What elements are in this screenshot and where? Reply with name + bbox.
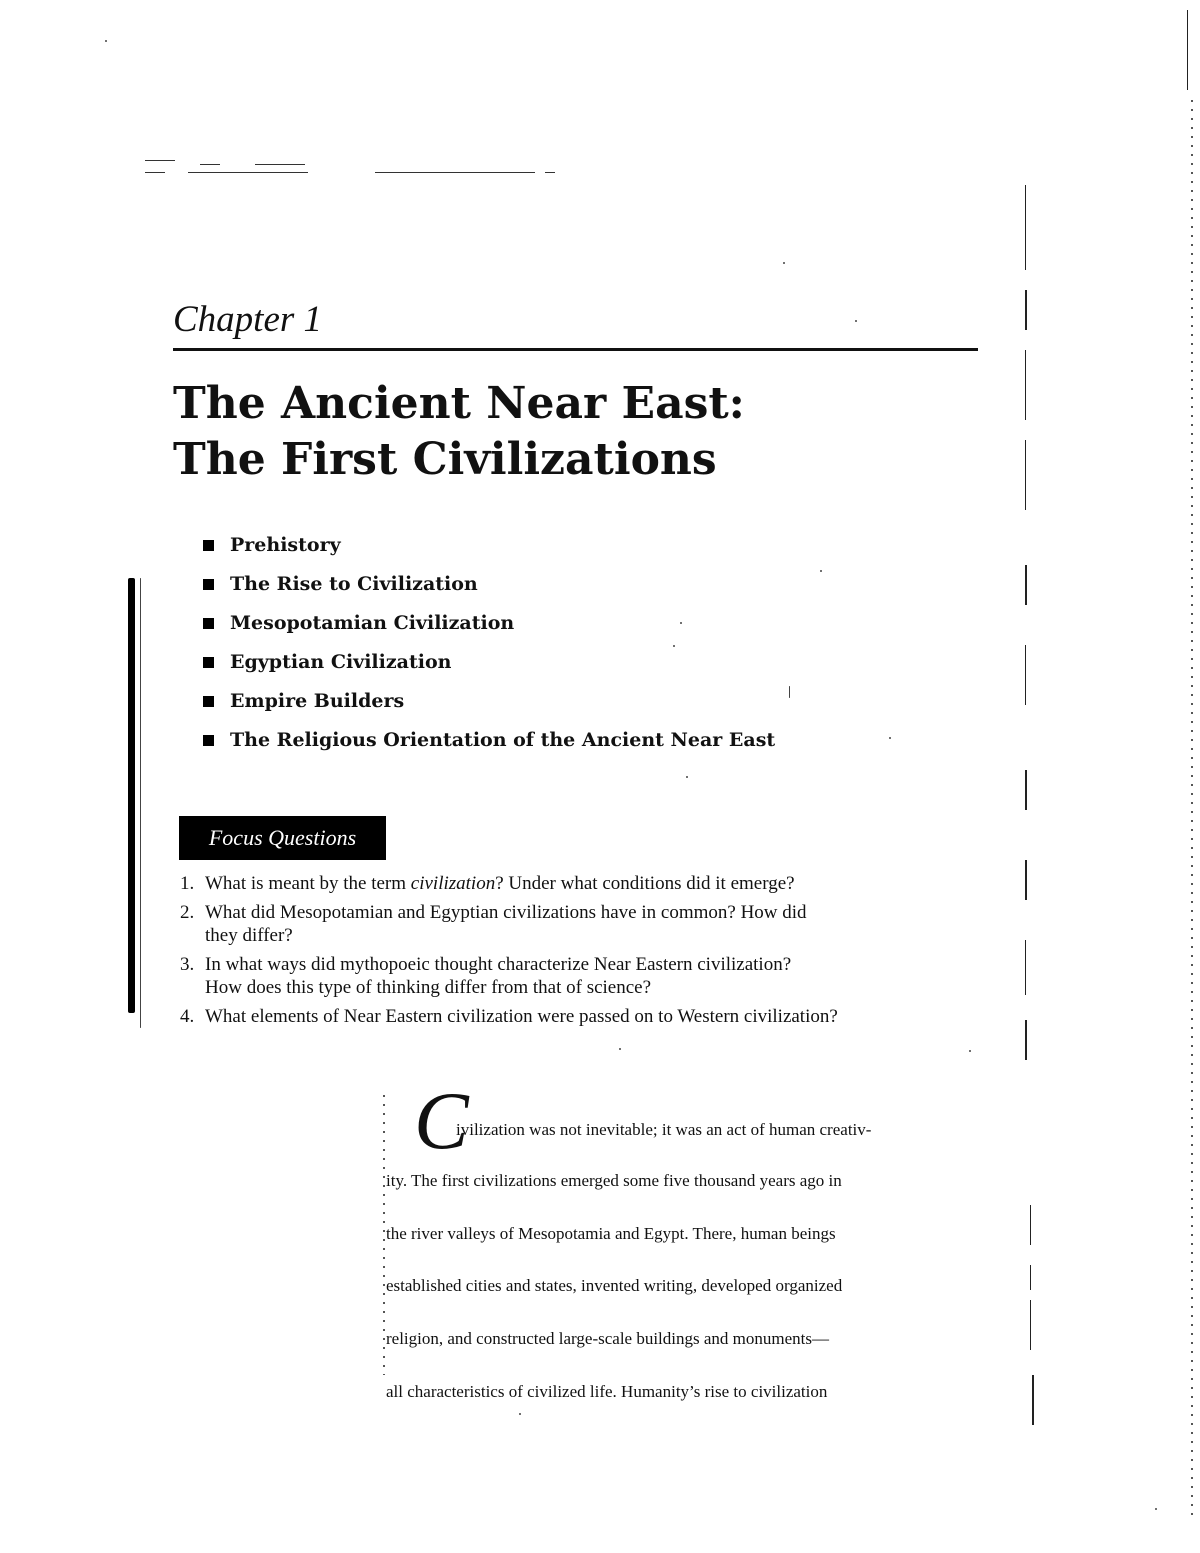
- scan-mark: [255, 164, 305, 165]
- question-text-part: What is meant by the term: [205, 873, 411, 894]
- scan-edge-line: [1187, 10, 1188, 90]
- scan-mark: [375, 172, 535, 173]
- scan-mark: [200, 164, 220, 165]
- question-text: [205, 872, 965, 895]
- outline-item: [203, 686, 775, 725]
- body-line: ity. The first civilizations emerged some five thousand years ago in: [386, 1171, 842, 1190]
- chapter-label: Chapter 1: [173, 299, 323, 340]
- body-line: all characteristics of civilized life. Humanity’s rise to civilization: [386, 1382, 828, 1401]
- scan-speck: [969, 1050, 971, 1052]
- scan-edge-line: [1025, 185, 1026, 270]
- outline-item: [203, 569, 775, 608]
- outline-item-label: Prehistory: [230, 534, 341, 556]
- chapter-outline: [203, 530, 775, 764]
- outline-item: [203, 725, 775, 764]
- outline-item-label: The Rise to Civilization: [230, 573, 478, 595]
- scan-speck: [619, 1048, 621, 1050]
- scan-edge-line: [1025, 770, 1027, 810]
- scan-edge-line: [1032, 1375, 1034, 1425]
- outline-item-label: Empire Builders: [230, 690, 405, 712]
- scan-speck: [140, 578, 141, 1028]
- drop-cap: C: [414, 1075, 469, 1166]
- question-text-part: ? Under what conditions did it emerge?: [495, 873, 795, 894]
- scan-speck: [789, 686, 790, 698]
- question-text-line: they differ?: [205, 925, 293, 946]
- square-bullet-icon: [203, 618, 214, 629]
- focus-question: [180, 901, 965, 947]
- outline-item: [203, 530, 775, 569]
- square-bullet-icon: [203, 735, 214, 746]
- question-text-line: How does this type of thinking differ from that of science?: [205, 977, 652, 998]
- scan-edge-line: [1030, 1265, 1031, 1290]
- square-bullet-icon: [203, 579, 214, 590]
- question-text-line: In what ways did mythopoeic thought characterize Near Eastern civilization?: [205, 954, 792, 975]
- scan-speck: [783, 262, 785, 264]
- scan-edge-line: [1025, 1020, 1027, 1060]
- scan-edge-line: [1025, 290, 1027, 330]
- scan-edge-dots: [1191, 100, 1193, 1520]
- outline-item: [203, 647, 775, 686]
- scan-speck: [105, 40, 107, 42]
- question-number: 3.: [180, 954, 195, 975]
- scan-speck: [855, 320, 857, 322]
- outline-item-label: The Religious Orientation of the Ancient Near East: [230, 729, 776, 751]
- outline-item-label: Mesopotamian Civilization: [230, 612, 515, 634]
- square-bullet-icon: [203, 540, 214, 551]
- scan-mark: [145, 172, 165, 173]
- scan-edge-line: [1030, 1300, 1031, 1350]
- scan-edge-line: [1025, 565, 1027, 605]
- question-emphasis: civilization: [410, 873, 496, 894]
- outline-item: [203, 608, 775, 647]
- scan-speck: [889, 737, 891, 739]
- scan-speck: [519, 1413, 521, 1415]
- scan-edge-line: [1025, 350, 1026, 420]
- scan-edge-line: [1030, 1205, 1031, 1245]
- body-line: established cities and states, invented writing, developed organized: [386, 1276, 843, 1295]
- focus-questions-heading: Focus Questions: [179, 816, 386, 860]
- scan-margin-dots: [383, 1095, 385, 1375]
- focus-question: [180, 872, 965, 895]
- chapter-title: [173, 376, 745, 488]
- scan-edge-line: [1025, 940, 1026, 995]
- margin-bar: [128, 578, 135, 1013]
- scan-mark: [545, 172, 555, 173]
- outline-item-label: Egyptian Civilization: [230, 651, 452, 673]
- focus-question: [180, 953, 965, 999]
- scan-mark: [145, 160, 175, 161]
- question-number: 4.: [180, 1006, 195, 1027]
- scan-speck: [1155, 1508, 1157, 1510]
- chapter-rule: [173, 348, 978, 351]
- scan-mark: [188, 172, 308, 173]
- scan-edge-line: [1025, 860, 1027, 900]
- square-bullet-icon: [203, 657, 214, 668]
- question-number: 1.: [180, 873, 195, 894]
- focus-question: [180, 1005, 965, 1028]
- body-line: the river valleys of Mesopotamia and Egypt. There, human beings: [386, 1224, 836, 1243]
- square-bullet-icon: [203, 696, 214, 707]
- scan-speck: [820, 570, 822, 572]
- chapter-title-line-1: The Ancient Near East:: [173, 378, 745, 429]
- question-number: 2.: [180, 902, 195, 923]
- body-line: religion, and constructed large-scale buildings and monuments—: [386, 1329, 829, 1348]
- focus-questions-list: [180, 872, 965, 1034]
- question-text-line: What did Mesopotamian and Egyptian civilizations have in common? How did: [205, 902, 807, 923]
- scan-edge-line: [1025, 645, 1026, 705]
- body-line: ivilization was not inevitable; it was an act of human creativ-: [456, 1120, 872, 1139]
- question-text-line: What elements of Near Eastern civilization were passed on to Western civilization?: [205, 1006, 838, 1027]
- chapter-title-line-2: The First Civilizations: [173, 434, 717, 485]
- scan-edge-line: [1025, 440, 1026, 510]
- scan-speck: [686, 776, 688, 778]
